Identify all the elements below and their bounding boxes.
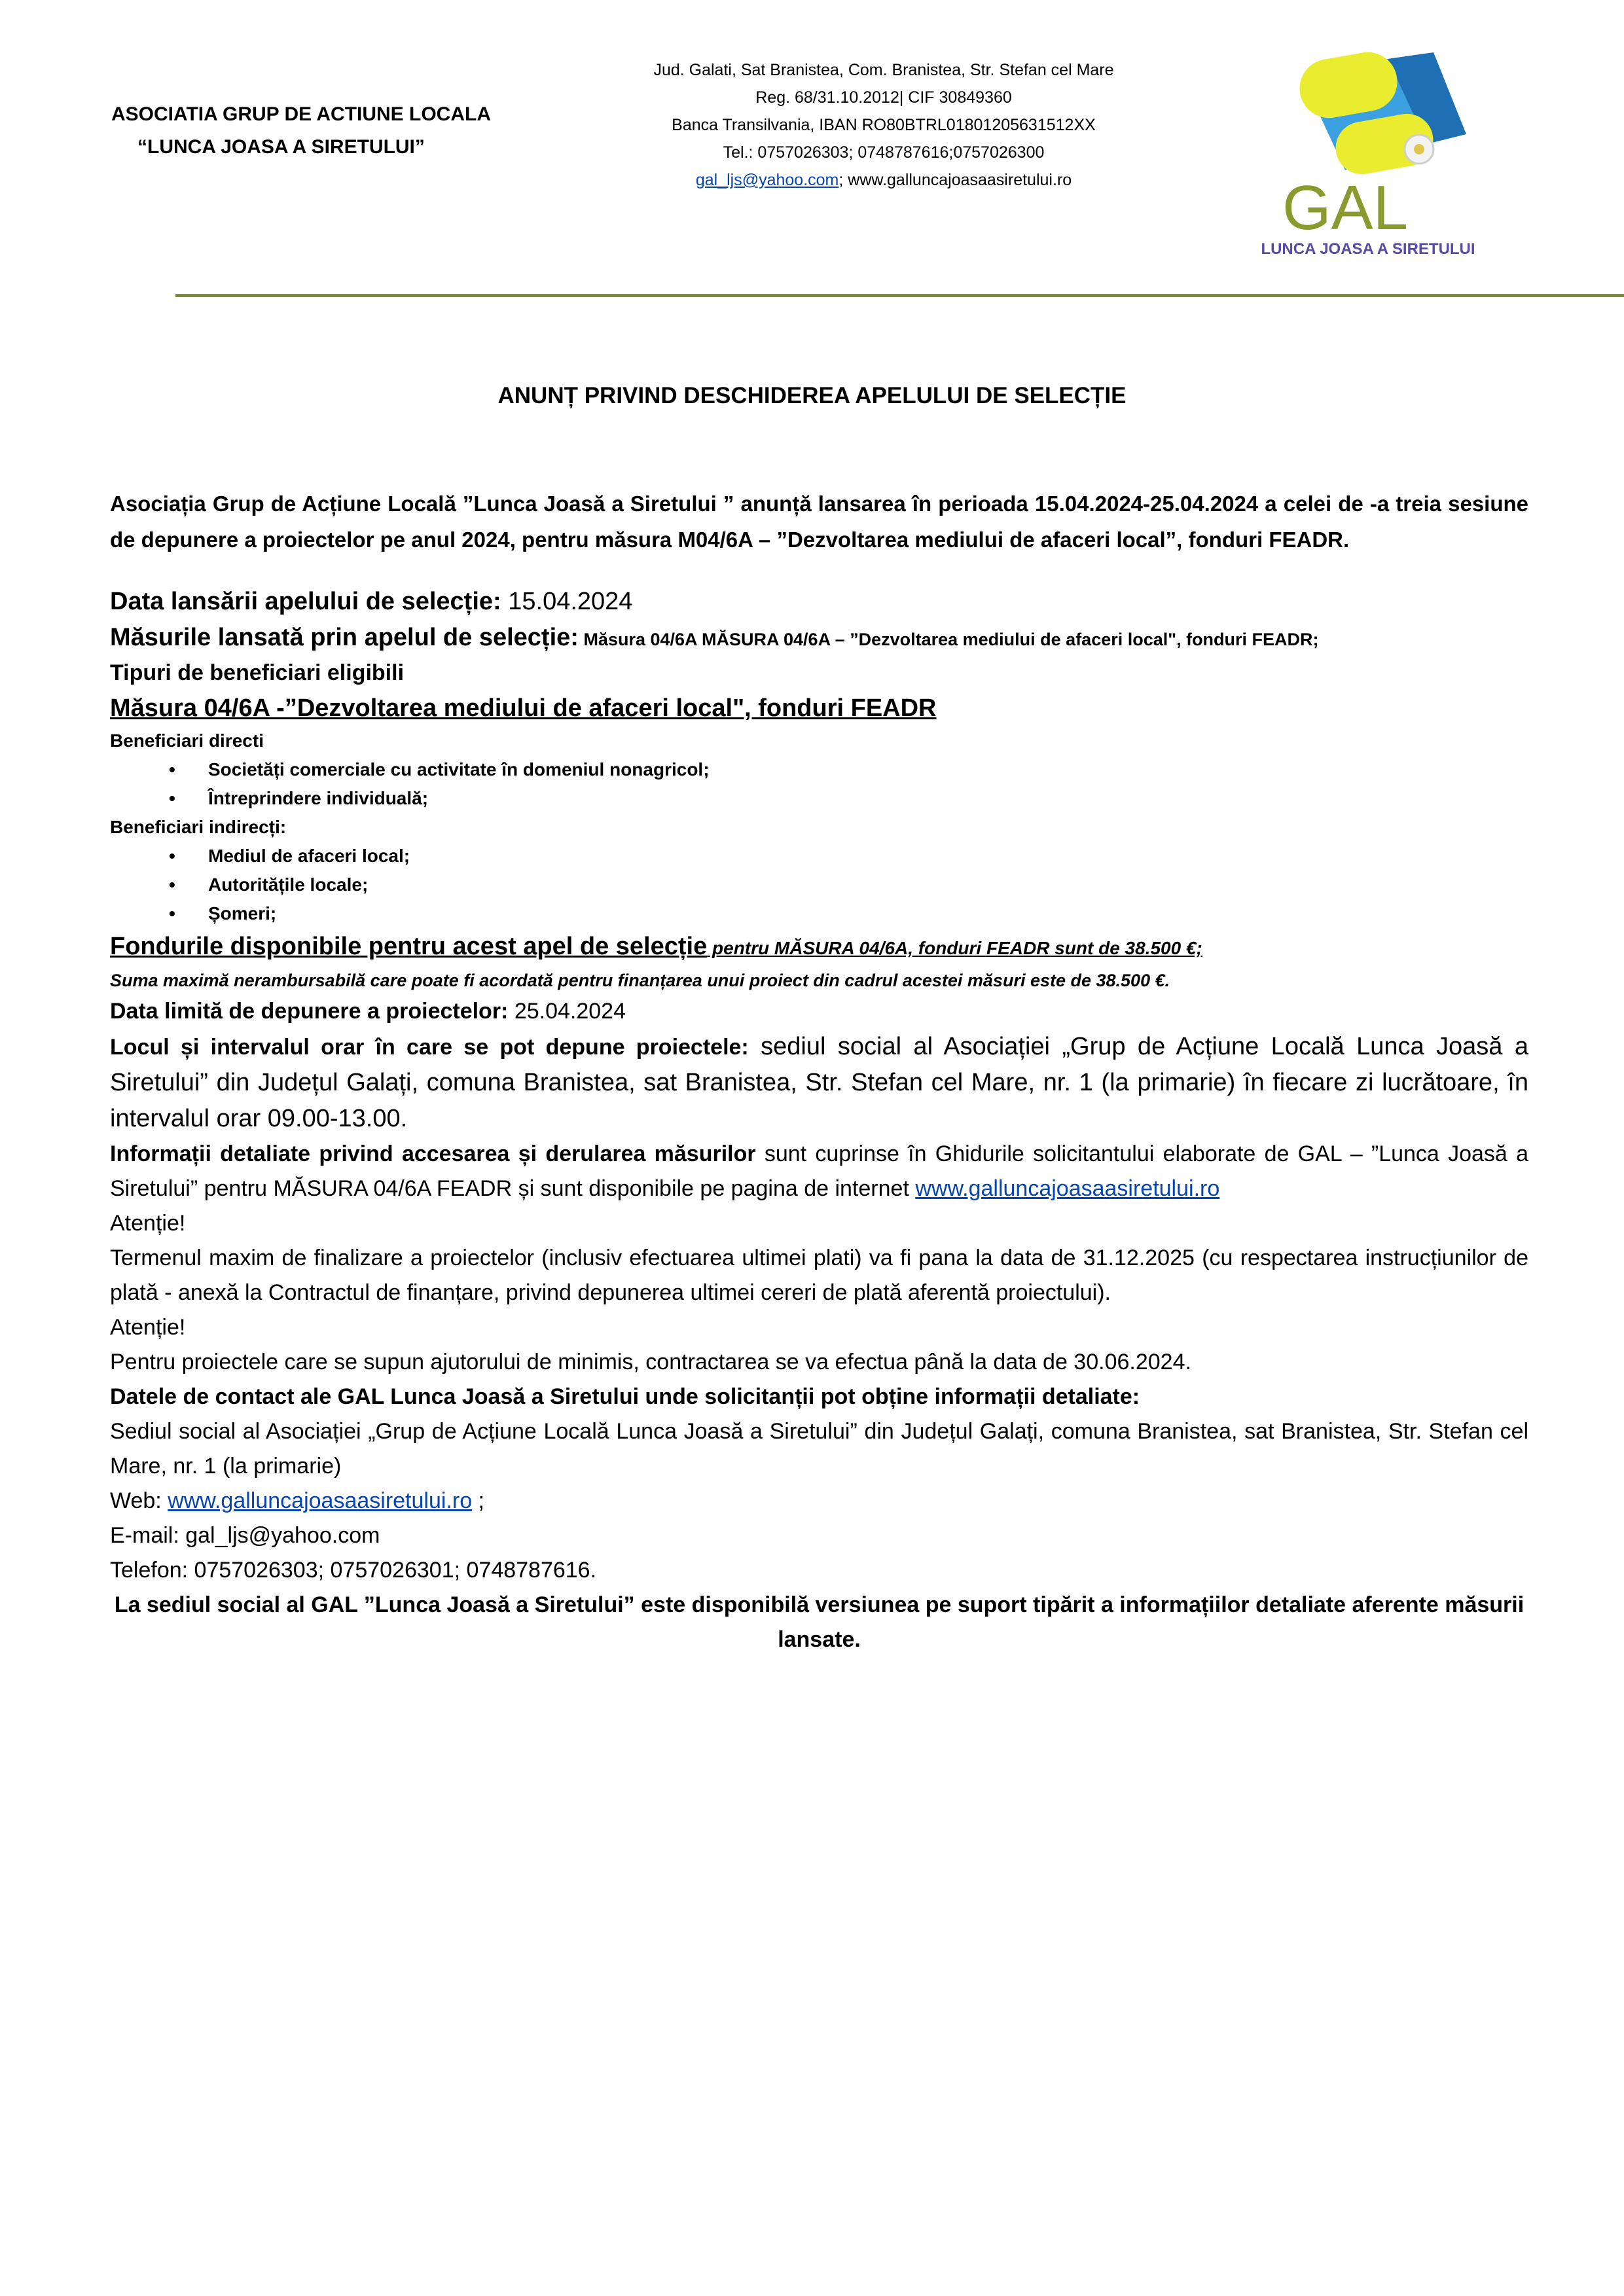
web-line <box>110 1484 1528 1518</box>
list-item: • Șomeri; <box>110 899 1528 928</box>
contact-email-link[interactable]: gal_ljs@yahoo.com <box>695 171 839 189</box>
contact-block <box>589 56 1178 194</box>
contact-online <box>589 166 1178 194</box>
org-name-line2: “LUNCA JOASA A SIRETULUI” <box>137 136 425 158</box>
list-item: • Societăți comerciale cu activitate în domeniul nonagricol; <box>110 755 1528 784</box>
direct-beneficiaries-label: Beneficiari directi <box>110 730 264 751</box>
measures-label: Măsurile lansată prin apelul de selecție: <box>110 624 579 651</box>
info-label: Informații detaliate privind accesarea și derularea măsurilor <box>110 1141 756 1166</box>
web-label: Web: <box>110 1488 168 1513</box>
contact-web: ; www.galluncajoasaasiretului.ro <box>839 171 1072 189</box>
web-suffix: ; <box>472 1488 485 1513</box>
launch-date-value: 15.04.2024 <box>501 588 633 615</box>
measures-value: Măsura 04/6A MĂSURA 04/6A – ”Dezvoltarea mediului de afaceri local", fonduri FEADR; <box>578 630 1319 649</box>
logo-book-icon <box>1295 48 1466 179</box>
closing-note: La sediul social al GAL ”Lunca Joasă a Siretului” este disponibilă versiunea pe suport tipărit a informațiilor detaliate aferente măsurii lansate. <box>114 1592 1525 1652</box>
contact-address-paragraph: Sediul social al Asociației „Grup de Acțiune Locală Lunca Joasă a Siretului” din Județul Galați, comuna Branistea, sat Branistea, Str. Stefan cel Mare, nr. 1 (la primarie) <box>110 1419 1528 1479</box>
submission-place <box>110 1029 1528 1137</box>
minimis-note: Pentru proiectele care se supun ajutorului de minimis, contractarea se va efectua până la data de 30.06.2024. <box>110 1350 1191 1374</box>
attention-note-1: Atenție! <box>110 1211 186 1236</box>
direct-beneficiaries-list <box>110 755 1528 813</box>
info-website-link[interactable]: www.galluncajoasaasiretului.ro <box>915 1176 1220 1201</box>
measure-heading: Măsura 04/6A -”Dezvoltarea mediului de afaceri local", fonduri FEADR <box>110 694 937 722</box>
list-item: • Întreprindere individuală; <box>110 784 1528 813</box>
list-item: • Mediul de afaceri local; <box>110 842 1528 870</box>
intro-paragraph: Asociația Grup de Acțiune Locală ”Lunca Joasă a Siretului ” anunță lansarea în perioada 15.04.2024-25.04.2024 a celei de -a treia sesiune de depunere a proiectelor pe anul 2024, pentru măsura M04/6A – ”Dezvoltarea mediului de afaceri local”, fonduri FEADR. <box>110 492 1528 552</box>
funds-rest: pentru MĂSURA 04/6A, fonduri FEADR sunt de 38.500 €; <box>707 938 1202 958</box>
email-line: E-mail: gal_ljs@yahoo.com <box>110 1523 380 1548</box>
document-body <box>110 486 1528 1657</box>
submission-deadline <box>110 994 1528 1029</box>
indirect-beneficiaries-list <box>110 842 1528 928</box>
org-name-line1: ASOCIATIA GRUP DE ACTIUNE LOCALA <box>111 103 492 125</box>
logo-text: GAL <box>1282 173 1409 243</box>
funds-lead: Fondurile disponibile pentru acest apel de selecție <box>110 933 708 960</box>
place-value: sediul social al Asociației „Grup de Acțiune Locală Lunca Joasă a Siretului” din Județul Galați, comuna Branistea, sat Branistea, Str. Stefan cel Mare, nr. 1 (la primarie) în fiecare zi lucrătoare, în intervalul orar 09.00-13.00. <box>110 1033 1528 1132</box>
contact-bank: Banca Transilvania, IBAN RO80BTRL01801205631512XX <box>672 116 1096 134</box>
header-divider <box>175 294 1624 297</box>
web-link[interactable]: www.galluncajoasaasiretului.ro <box>168 1488 473 1513</box>
info-value: sunt cuprinse în Ghidurile solicitantului elaborate de GAL – ”Lunca Joasă a Siretului” pentru MĂSURA 04/6A FEADR și sunt disponibile pe pagina de internet <box>110 1141 1528 1201</box>
document-title: ANUNȚ PRIVIND DESCHIDEREA APELULUI DE SELECȚIE <box>497 383 1127 408</box>
launch-date <box>110 584 1528 620</box>
list-item: • Autoritățile locale; <box>110 870 1528 899</box>
place-label: Locul și intervalul orar în care se pot depune proiectele: <box>110 1035 749 1060</box>
organization-name <box>111 98 517 164</box>
launch-date-label: Data lansării apelului de selecție: <box>110 588 501 615</box>
contact-heading: Datele de contact ale GAL Lunca Joasă a Siretului unde solicitanții pot obține informații detaliate: <box>110 1384 1140 1409</box>
detailed-info <box>110 1137 1528 1206</box>
deadline-label: Data limită de depunere a proiectelor: <box>110 999 509 1024</box>
logo-subtext: LUNCA JOASA A SIRETULUI <box>1261 240 1475 258</box>
beneficiaries-heading: Tipuri de beneficiari eligibili <box>110 660 405 685</box>
phone-line: Telefon: 0757026303; 0757026301; 0748787616. <box>110 1558 597 1583</box>
contact-address: Jud. Galati, Sat Branistea, Com. Branistea, Str. Stefan cel Mare <box>653 61 1114 79</box>
deadline-value: 25.04.2024 <box>508 999 626 1024</box>
completion-term: Termenul maxim de finalizare a proiectelor (inclusiv efectuarea ultimei plati) va fi pana la data de 31.12.2025 (cu respectarea instrucțiunilor de plată - anexă la Contractul de finanțare, privind depunerea ultimei cereri de plată aferentă proiectului). <box>110 1246 1528 1305</box>
gal-logo <box>1237 39 1499 262</box>
max-amount: Suma maximă nerambursabilă care poate fi acordată pentru finanțarea unui proiect din cadrul acestei măsuri este de 38.500 €. <box>110 971 1170 990</box>
contact-phone: Tel.: 0757026303; 0748787616;0757026300 <box>723 143 1045 162</box>
measures-launched <box>110 620 1528 656</box>
attention-note-2: Atenție! <box>110 1315 186 1340</box>
indirect-beneficiaries-label: Beneficiari indirecți: <box>110 817 287 837</box>
available-funds <box>110 928 1528 967</box>
contact-registration: Reg. 68/31.10.2012| CIF 30849360 <box>755 88 1012 107</box>
